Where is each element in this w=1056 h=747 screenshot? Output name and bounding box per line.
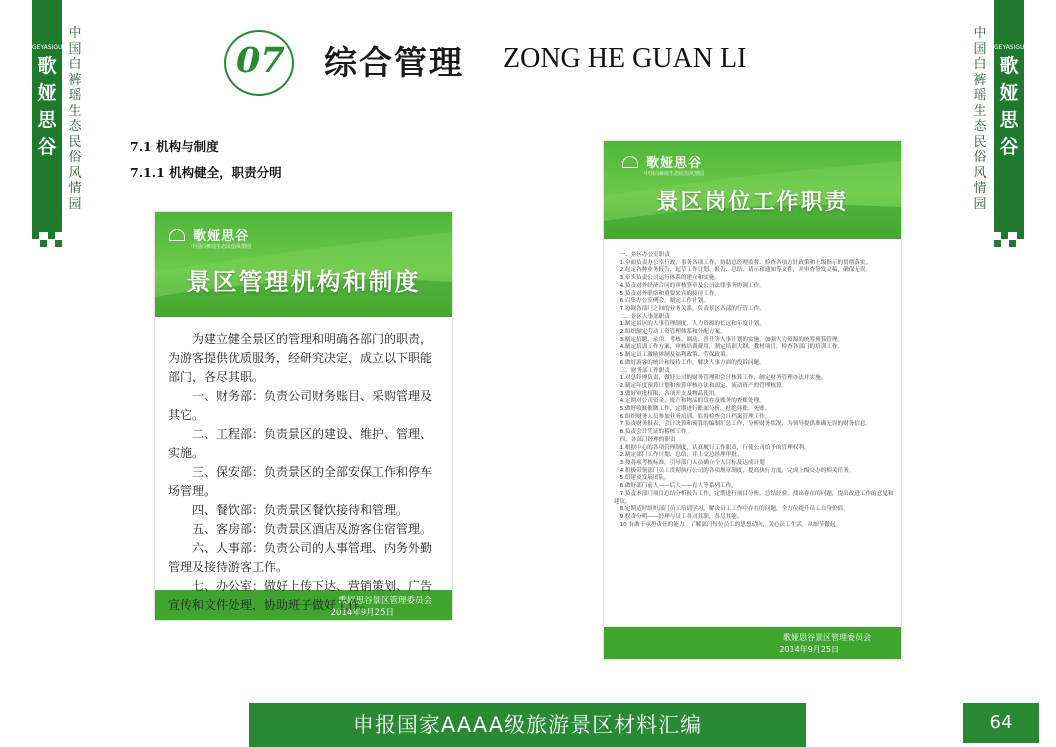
paragraph: 为建立健全景区的管理和明确各部门的职责，为游客提供优质服务，经研究决定，成立以下职能部门，各尽其职。: [168, 332, 433, 384]
duty-line: 5.组建及发展团队。: [619, 475, 670, 482]
brand-logo-icon: [169, 229, 185, 241]
side-title-char: 生: [68, 103, 82, 119]
duty-line: 5.制定员工激励体制及福利政策、劳保政策。: [619, 352, 732, 359]
duty-line: 3.制定招聘、录用、考核、调动、晋升等人事计划的实施，加强人力资源的统筹预算管理。: [619, 336, 844, 343]
duty-line: 7.负责本部门项目总结分析报告工作，定期进行项目分析、总结经验，找出存在的问题，提出改进工作的意见和建议。: [614, 490, 894, 505]
logo-char: 娅: [999, 82, 1019, 104]
duty-line: 四、各部门经理的职责: [619, 436, 676, 443]
footer-org: 歌娅思谷景区管理委员会: [783, 633, 871, 642]
side-title-char: 情: [68, 181, 82, 196]
poster-body-duties: [614, 252, 896, 529]
duty-line: 7.负责财务报表，会计决算和预算的编制汇总工作，分析财务状况，为领导提供准确无误的财务信息。: [619, 421, 872, 428]
decor-pixel: [994, 240, 1001, 247]
side-title-char: 生: [973, 103, 987, 119]
side-title-char: 白: [68, 57, 82, 72]
paragraph: 二、工程部：负责景区的建设、维护、管理、实施。: [168, 427, 433, 460]
logo-char: 歌: [999, 55, 1019, 77]
paragraph: 四、餐饮部：负责景区餐饮接待和管理。: [192, 503, 409, 517]
duty-line: 5.做好收账催缴工作，定期进行账面分析，杜绝坏账、死账。: [619, 406, 771, 413]
footer-org: 歌娅思谷景区管理委员会: [338, 596, 432, 606]
side-title-char: 态: [973, 119, 987, 134]
brand-name: 歌娅思谷: [646, 156, 703, 171]
duty-line: 4.负责对外经济合同的审核签章及公司法律事务协调工作。: [619, 282, 765, 289]
paragraph: 五、客房部：负责景区酒店及游客住宿管理。: [192, 522, 433, 536]
duty-line: 5.负责对外联络和重要来宾的接待工作。: [619, 290, 721, 297]
side-title-char: 俗: [68, 150, 82, 165]
decor-pixel: [48, 232, 55, 239]
decor-pixel: [40, 240, 47, 247]
left-side-logo: [32, 0, 62, 232]
side-title-char: 白: [973, 57, 987, 72]
side-title-char: 态: [68, 119, 82, 134]
side-title-char: 民: [68, 134, 82, 150]
logo-en: GEYASIGU: [32, 44, 63, 51]
footer-date: 2014年9月25日: [330, 608, 394, 618]
duty-line: 6.做好部门前人——后人——育人等系列工作。: [619, 483, 737, 490]
duty-line: 6.组织财务人员参加业务培训，监督检查会计档案管理工作。: [619, 413, 771, 420]
duty-line: 三、财务部工作职责: [619, 367, 670, 374]
duty-line: 2.制定部门工作计划、总结，并上交总经理审批。: [619, 452, 743, 459]
right-side-title: [972, 26, 988, 212]
duty-line: 6.召集办公室例会，制定工作计划。: [619, 298, 709, 305]
paragraph: 三、保安部：负责景区的全部安保工作和停车场管理。: [168, 465, 433, 498]
side-title-char: 国: [973, 41, 987, 57]
poster-header: [604, 141, 901, 239]
duty-line: 2.组织制定劳动工资管理体系和分配方案。: [619, 329, 726, 336]
brand-name: 歌娅思谷: [193, 229, 250, 244]
duty-line: 9.权责分明——经理与员工各司其职，各尽其能。: [619, 513, 743, 520]
side-title-char: 风: [68, 165, 82, 181]
side-title-char: 裤: [973, 72, 987, 88]
side-title-char: 瑶: [68, 88, 82, 103]
side-title-char: 瑶: [973, 88, 987, 103]
logo-char: 思: [37, 109, 57, 131]
left-side-title: [67, 26, 83, 212]
logo-char: 谷: [37, 136, 57, 158]
decor-pixel: [1001, 232, 1008, 239]
duty-line: 10 有敢于承担责任的能力。了解部门每位员工的思想动向，关心员工生活，从细节做起。: [619, 521, 842, 528]
poster-body: [168, 330, 440, 615]
subsection-heading: 7.1.1 机构健全，职责分明: [130, 165, 282, 180]
side-title-char: 裤: [68, 72, 82, 88]
duty-line: 4.积极带领部门员工贯彻执行公司的各项规章制度，提高执行力度，完成上级交办的相关任务。: [619, 467, 855, 474]
chapter-pinyin: ZONG HE GUAN LI: [503, 43, 747, 74]
logo-char: 思: [999, 109, 1019, 131]
paragraph: 七、办公室：做好上传下达、营销策划、广告宣传和文件处理，协助班子做好工作。: [168, 579, 433, 612]
duty-line: 7.协调各部门之间的业务关系，负责景区各部的行管工作。: [619, 305, 765, 312]
poster-brand: [622, 151, 704, 177]
chapter-title: 综合管理: [324, 43, 464, 82]
bottom-banner: 申报国家AAAA级旅游景区材料汇编: [249, 703, 806, 747]
poster-footer: [604, 627, 901, 659]
duty-line: 3.牵头负责公司运行体系的建立和实施。: [619, 275, 721, 282]
decor-pixel: [32, 232, 39, 239]
right-side-logo: [994, 0, 1024, 232]
side-title-char: 风: [973, 165, 987, 181]
paragraph: 六、人事部：负责公司的人事管理、内务外勤管理及接待游客工作。: [168, 541, 433, 574]
logo-char: 娅: [37, 82, 57, 104]
side-title-char: 园: [973, 196, 987, 212]
brand-sub: 中国白裤瑶生态民俗风情园: [191, 244, 252, 250]
duty-line: 3.做好审批权限，各项开支及物品使用。: [619, 390, 721, 397]
side-title-char: 园: [68, 196, 82, 212]
duty-line: 8.定期适时组织部门员工培训学习，解决员工工作中存在的问题，全方位提升员工自身价值。: [619, 506, 849, 513]
duty-line: 6.做好游客的统计和接待工作，解决人事方面的投诉问题。: [619, 359, 765, 366]
duty-line: 二、景区人事部职责: [619, 313, 670, 320]
duty-line: 1.对总经理负责，做好公司的财务管理和会计核算工作，制定财务管理办法并实施。: [619, 375, 827, 382]
side-title-char: 中: [973, 26, 987, 41]
paragraph: 一、财务部：负责公司财务账目、采购管理及其它。: [168, 389, 433, 422]
side-title-char: 中: [68, 26, 82, 41]
duty-line: 8.负责会计凭证的稽核工作。: [619, 429, 693, 436]
duty-line: 一、景区办公室职责: [619, 252, 670, 258]
duty-line: 4.定期对公司资金、资产和物品的盘存及账务的查账处理。: [619, 398, 765, 405]
side-title-char: 国: [68, 41, 82, 57]
page-number: 64: [963, 703, 1039, 743]
logo-char: 歌: [37, 55, 57, 77]
section-heading: 7.1 机构与制度: [130, 139, 219, 154]
logo-char: 谷: [999, 136, 1019, 158]
decor-pixel: [1009, 240, 1016, 247]
poster-title: 景区管理机构和制度: [186, 268, 421, 296]
duty-line: 3.按各项考核标准，引导部门人员确立个人目标及达成计划: [619, 459, 765, 466]
side-title-char: 情: [973, 181, 987, 196]
side-title-char: 民: [973, 134, 987, 150]
duty-line: 2.起定各种业务报告，起草工作计划、报告、总结、请示和通知等文件，并审查签发文稿，确保无误。: [619, 267, 872, 274]
duty-line: 1.全面负责办公室行政、事务各项工作，协助总经理监督、检查各项方针政策和上级指示的贯彻落实。: [619, 259, 872, 266]
poster-brand: [169, 224, 251, 250]
decor-pixel: [55, 240, 62, 247]
brand-logo-icon: [622, 156, 638, 168]
duty-line: 1.根据中心的各项管理制度，认真履行工作职责，行使公司给予的管理权利。: [619, 444, 810, 451]
brand-sub: 中国白裤瑶生态民俗风情园: [644, 171, 705, 177]
duty-line: 4.制定培训工作方案，审核培训费用，制定培训大纲，教材项目，检查各部门的培训工作。: [619, 344, 844, 351]
duty-line: 2.制定年度预算计划和预算审核办法和固定、流动资产的管理核算。: [619, 382, 788, 389]
chapter-number: 07: [236, 40, 285, 81]
poster-header: [155, 212, 452, 317]
side-title-char: 俗: [973, 150, 987, 165]
duty-line: 1.制定景区的人事管理制度、人力资源的长远和年度计划。: [619, 321, 765, 328]
decor-pixel: [1017, 232, 1024, 239]
footer-date: 2014年9月25日: [779, 645, 839, 654]
poster-title: 景区岗位工作职责: [656, 190, 849, 215]
logo-en: GEYASIGU: [994, 44, 1025, 51]
